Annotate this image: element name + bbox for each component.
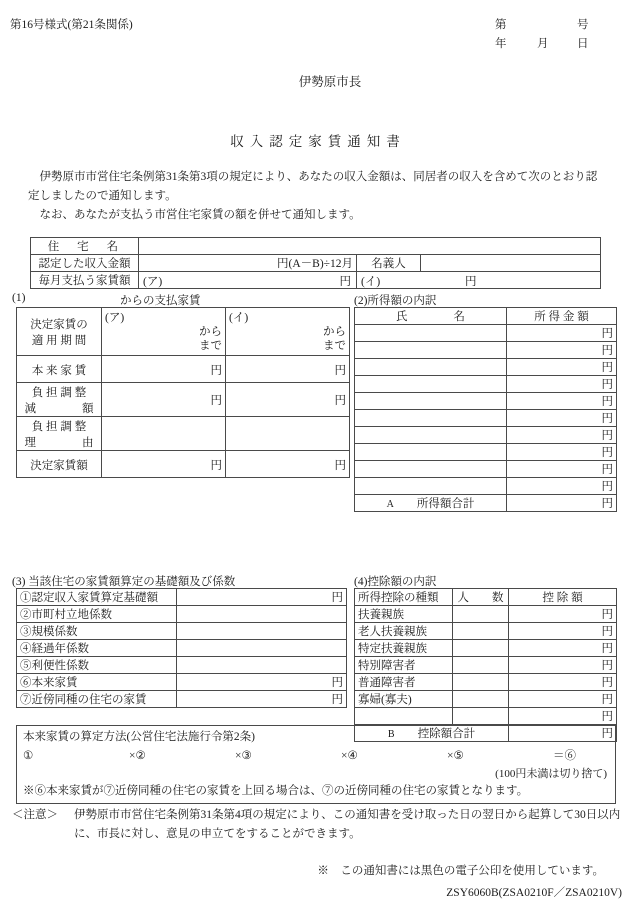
deduction-count-value[interactable] <box>453 657 509 674</box>
table-row <box>17 417 350 451</box>
table-row <box>355 657 617 674</box>
deduction-kind-value: 老人扶養親族 <box>355 623 453 640</box>
rent-period-a-cell[interactable] <box>102 308 226 356</box>
table-row <box>355 640 617 657</box>
section3-caption <box>12 573 235 589</box>
deduction-count-value[interactable] <box>453 674 509 691</box>
monthly-rent-b-cell[interactable] <box>357 272 601 289</box>
income-name-value[interactable] <box>355 444 507 461</box>
calculation-term: ×③ <box>235 750 252 762</box>
number-suffix-label: 号 <box>577 19 589 31</box>
rent-period-label-line2: 適 用 期 間 <box>31 335 87 347</box>
burden-adjust-amount-line1: 負 担 調 整 <box>31 387 87 399</box>
calculation-title: 本来家賃の算定方法(公営住宅法施行令第2条) <box>23 731 255 743</box>
burden-adjust-amount-line2: 減 額 <box>24 403 94 415</box>
intro-text <box>28 168 606 225</box>
deduction-amount-value[interactable]: 円 <box>509 606 617 623</box>
table-row <box>17 308 350 356</box>
monthly-rent-b-mark: (イ) <box>361 276 381 288</box>
income-amount-value[interactable]: 円 <box>507 427 617 444</box>
page-title: 収入認定家賃通知書 <box>230 134 406 149</box>
calculation-term: ＝⑥ <box>553 750 576 762</box>
table-row <box>17 451 350 478</box>
deduction-amount-value[interactable]: 円 <box>509 657 617 674</box>
income-name-value[interactable] <box>355 359 507 376</box>
section4-caption <box>354 573 436 589</box>
calculation-term: ×⑤ <box>447 750 464 762</box>
burden-adjust-reason-label <box>17 417 102 451</box>
table-row <box>355 623 617 640</box>
section2-caption <box>354 292 436 308</box>
day-label: 日 <box>577 38 589 50</box>
monthly-rent-label: 毎月支払う家賃額 <box>31 272 139 289</box>
deduction-amount-header: 控 除 額 <box>509 589 617 606</box>
original-rent-a-value[interactable]: 円 <box>102 356 226 383</box>
burden-adjust-reason-line1: 負 担 調 整 <box>31 421 87 433</box>
basis-item-label: ⑦近傍同種の住宅の家賃 <box>17 691 177 708</box>
table-row <box>355 410 617 427</box>
basis-item-label: ①認定収入家賃算定基礎額 <box>17 589 177 606</box>
document-code: ZSY6060B(ZSA0210F／ZSA0210V) <box>446 887 622 899</box>
section4-title: 控除額の内訳 <box>367 576 437 588</box>
monthly-rent-a-unit: 円 <box>339 276 351 288</box>
income-amount-value[interactable]: 円 <box>507 461 617 478</box>
deduction-amount-value[interactable]: 円 <box>509 691 617 708</box>
table-row <box>355 393 617 410</box>
deduction-kind-value: 寡婦(寡夫) <box>355 691 453 708</box>
issuer-mayor: 伊勢原市長 <box>298 75 362 89</box>
deduction-kind-value: 特別障害者 <box>355 657 453 674</box>
section1-caption: からの支払家賃 <box>120 295 201 307</box>
table-row <box>31 272 601 289</box>
period-a-to-label: まで <box>199 340 222 352</box>
section1-number: (1) <box>12 292 26 304</box>
deduction-kind-value: 扶養親族 <box>355 606 453 623</box>
income-name-header: 氏 名 <box>355 308 507 325</box>
table-header-row <box>355 308 617 325</box>
calculation-formula-row <box>23 748 609 766</box>
housing-name-value[interactable] <box>139 238 601 255</box>
burden-reason-a-value[interactable] <box>102 417 226 451</box>
table-row <box>355 325 617 342</box>
table-row <box>355 376 617 393</box>
monthly-rent-b-unit: 円 <box>465 276 477 288</box>
form-number-label: 第16号様式(第21条関係) <box>10 19 133 31</box>
deduction-total-label: B 控除額合計 <box>355 725 509 742</box>
calculation-term: ×② <box>129 750 146 762</box>
section1-table <box>16 307 350 478</box>
burden-adjust-amount-label <box>17 383 102 417</box>
decided-rent-label: 決定家賃額 <box>17 451 102 478</box>
income-name-value[interactable] <box>355 376 507 393</box>
burden-reason-b-value[interactable] <box>226 417 350 451</box>
deduction-amount-value[interactable]: 円 <box>509 623 617 640</box>
calculation-term: ① <box>23 750 34 762</box>
summary-table <box>30 237 601 289</box>
basis-item-value[interactable]: 円 <box>177 589 347 606</box>
table-row <box>355 461 617 478</box>
table-row <box>355 606 617 623</box>
table-row <box>17 657 347 674</box>
basis-item-value[interactable] <box>177 657 347 674</box>
income-amount-value[interactable]: 円 <box>507 376 617 393</box>
document-number-row <box>495 16 620 35</box>
income-amount-value[interactable]: 円 <box>507 478 617 495</box>
income-name-value[interactable] <box>355 342 507 359</box>
period-b-mark: (イ) <box>229 312 249 324</box>
burden-adjust-b-value[interactable]: 円 <box>226 383 350 417</box>
deduction-count-value[interactable] <box>453 640 509 657</box>
table-row <box>355 691 617 708</box>
basis-item-label: ②市町村立地係数 <box>17 606 177 623</box>
calculation-box <box>16 725 616 804</box>
income-amount-value[interactable]: 円 <box>507 325 617 342</box>
rent-period-b-cell[interactable] <box>226 308 350 356</box>
section2-table <box>354 307 617 512</box>
certified-income-label: 認定した収入金額 <box>31 255 139 272</box>
table-row <box>17 674 347 691</box>
deduction-count-value[interactable] <box>453 606 509 623</box>
rent-period-label-line1: 決定家賃の <box>30 319 88 331</box>
deduction-total-value[interactable]: 円 <box>509 725 617 742</box>
basis-item-value[interactable] <box>177 623 347 640</box>
intro-paragraph-2: なお、あなたが支払う市営住宅家賃の額を併せて通知します。 <box>39 209 361 221</box>
deduction-kind-value: 特定扶養親族 <box>355 640 453 657</box>
deduction-count-value[interactable] <box>453 691 509 708</box>
holder-value[interactable] <box>421 255 601 272</box>
rent-period-label <box>17 308 102 356</box>
table-row <box>31 255 601 272</box>
basis-item-value[interactable]: 円 <box>177 691 347 708</box>
calculation-rounding-note: (100円未満は切り捨て) <box>495 768 607 780</box>
section3-table <box>16 588 347 708</box>
income-name-value[interactable] <box>355 478 507 495</box>
period-a-from-label: から <box>199 326 222 338</box>
calculation-footnote: ※⑥本来家賃が⑦近傍同種の住宅の家賃を上回る場合は、⑦の近傍同種の住宅の家賃となります。 <box>23 785 529 797</box>
notice-text: 伊勢原市市営住宅条例第31条第4項の規定により、この通知書を受け取った日の翌日から起算して30日以内に、市長に対し、意見の申立てをすることができます。 <box>74 809 621 840</box>
income-name-value[interactable] <box>355 325 507 342</box>
number-prefix-label: 第 <box>495 19 507 31</box>
holder-label: 名義人 <box>357 255 421 272</box>
income-name-value[interactable] <box>355 393 507 410</box>
basis-item-label: ⑥本来家賃 <box>17 674 177 691</box>
section4-table <box>354 588 617 742</box>
calculation-term: ×④ <box>341 750 358 762</box>
basis-item-label: ⑤利便性係数 <box>17 657 177 674</box>
income-total-value[interactable]: 円 <box>507 495 617 512</box>
notice-tag: ＜注意＞ <box>12 809 58 821</box>
income-amount-value[interactable]: 円 <box>507 393 617 410</box>
table-row <box>17 691 347 708</box>
deduction-amount-value[interactable]: 円 <box>509 708 617 725</box>
electronic-seal-note: ※ この通知書には黒色の電子公印を使用しています。 <box>317 865 604 877</box>
section4-number: (4) <box>354 576 368 588</box>
decided-rent-a-value[interactable]: 円 <box>102 451 226 478</box>
section2-number: (2) <box>354 295 368 307</box>
notice-block <box>12 806 624 844</box>
month-label: 月 <box>537 38 549 50</box>
document-number-block <box>495 16 620 54</box>
deduction-count-header: 人 数 <box>453 589 509 606</box>
table-row <box>17 606 347 623</box>
monthly-rent-a-mark: (ア) <box>143 276 163 288</box>
table-row <box>17 356 350 383</box>
deduction-kind-header: 所得控除の種類 <box>355 589 453 606</box>
housing-name-label: 住 宅 名 <box>31 238 139 255</box>
year-label: 年 <box>495 38 507 50</box>
table-row <box>355 342 617 359</box>
basis-item-label: ④経過年係数 <box>17 640 177 657</box>
basis-item-value[interactable] <box>177 640 347 657</box>
table-row <box>355 444 617 461</box>
income-name-value[interactable] <box>355 461 507 478</box>
intro-paragraph-1: 伊勢原市市営住宅条例第31条第3項の規定により、あなたの収入金額は、同居者の収入を含めて次のとおり認定しましたので通知します。 <box>28 171 598 202</box>
period-b-from-label: から <box>323 326 346 338</box>
period-a-mark: (ア) <box>105 312 125 324</box>
deduction-amount-value[interactable]: 円 <box>509 674 617 691</box>
table-row <box>17 623 347 640</box>
table-header-row <box>355 589 617 606</box>
table-row <box>31 238 601 255</box>
table-row <box>17 589 347 606</box>
deduction-count-value[interactable] <box>453 623 509 640</box>
income-amount-value[interactable]: 円 <box>507 359 617 376</box>
table-row <box>355 359 617 376</box>
income-amount-value[interactable]: 円 <box>507 444 617 461</box>
table-row <box>17 383 350 417</box>
certified-income-formula[interactable]: 円(A－B)÷12月 <box>139 255 357 272</box>
decided-rent-b-value[interactable]: 円 <box>226 451 350 478</box>
document-date-row <box>495 35 620 54</box>
basis-item-value[interactable] <box>177 606 347 623</box>
table-row <box>17 640 347 657</box>
table-row <box>355 674 617 691</box>
income-name-value[interactable] <box>355 410 507 427</box>
income-amount-value[interactable]: 円 <box>507 410 617 427</box>
deduction-amount-value[interactable]: 円 <box>509 640 617 657</box>
burden-adjust-reason-line2: 理 由 <box>24 437 94 449</box>
income-amount-value[interactable]: 円 <box>507 342 617 359</box>
table-row <box>355 427 617 444</box>
original-rent-label: 本 来 家 賃 <box>17 356 102 383</box>
section3-number: (3) <box>12 576 26 588</box>
table-row <box>355 478 617 495</box>
section2-title: 所得額の内訳 <box>367 295 437 307</box>
monthly-rent-a-cell[interactable] <box>139 272 357 289</box>
deduction-kind-value <box>355 708 453 725</box>
section3-title: 当該住宅の家賃額算定の基礎額及び係数 <box>28 576 236 588</box>
period-b-to-label: まで <box>323 340 346 352</box>
income-name-value[interactable] <box>355 427 507 444</box>
table-row <box>355 708 617 725</box>
table-total-row <box>355 495 617 512</box>
basis-item-value[interactable]: 円 <box>177 674 347 691</box>
income-total-label: A 所得額合計 <box>355 495 507 512</box>
deduction-count-value[interactable] <box>453 708 509 725</box>
original-rent-b-value[interactable]: 円 <box>226 356 350 383</box>
income-amount-header: 所 得 金 額 <box>507 308 617 325</box>
basis-item-label: ③規模係数 <box>17 623 177 640</box>
deduction-kind-value: 普通障害者 <box>355 674 453 691</box>
burden-adjust-a-value[interactable]: 円 <box>102 383 226 417</box>
